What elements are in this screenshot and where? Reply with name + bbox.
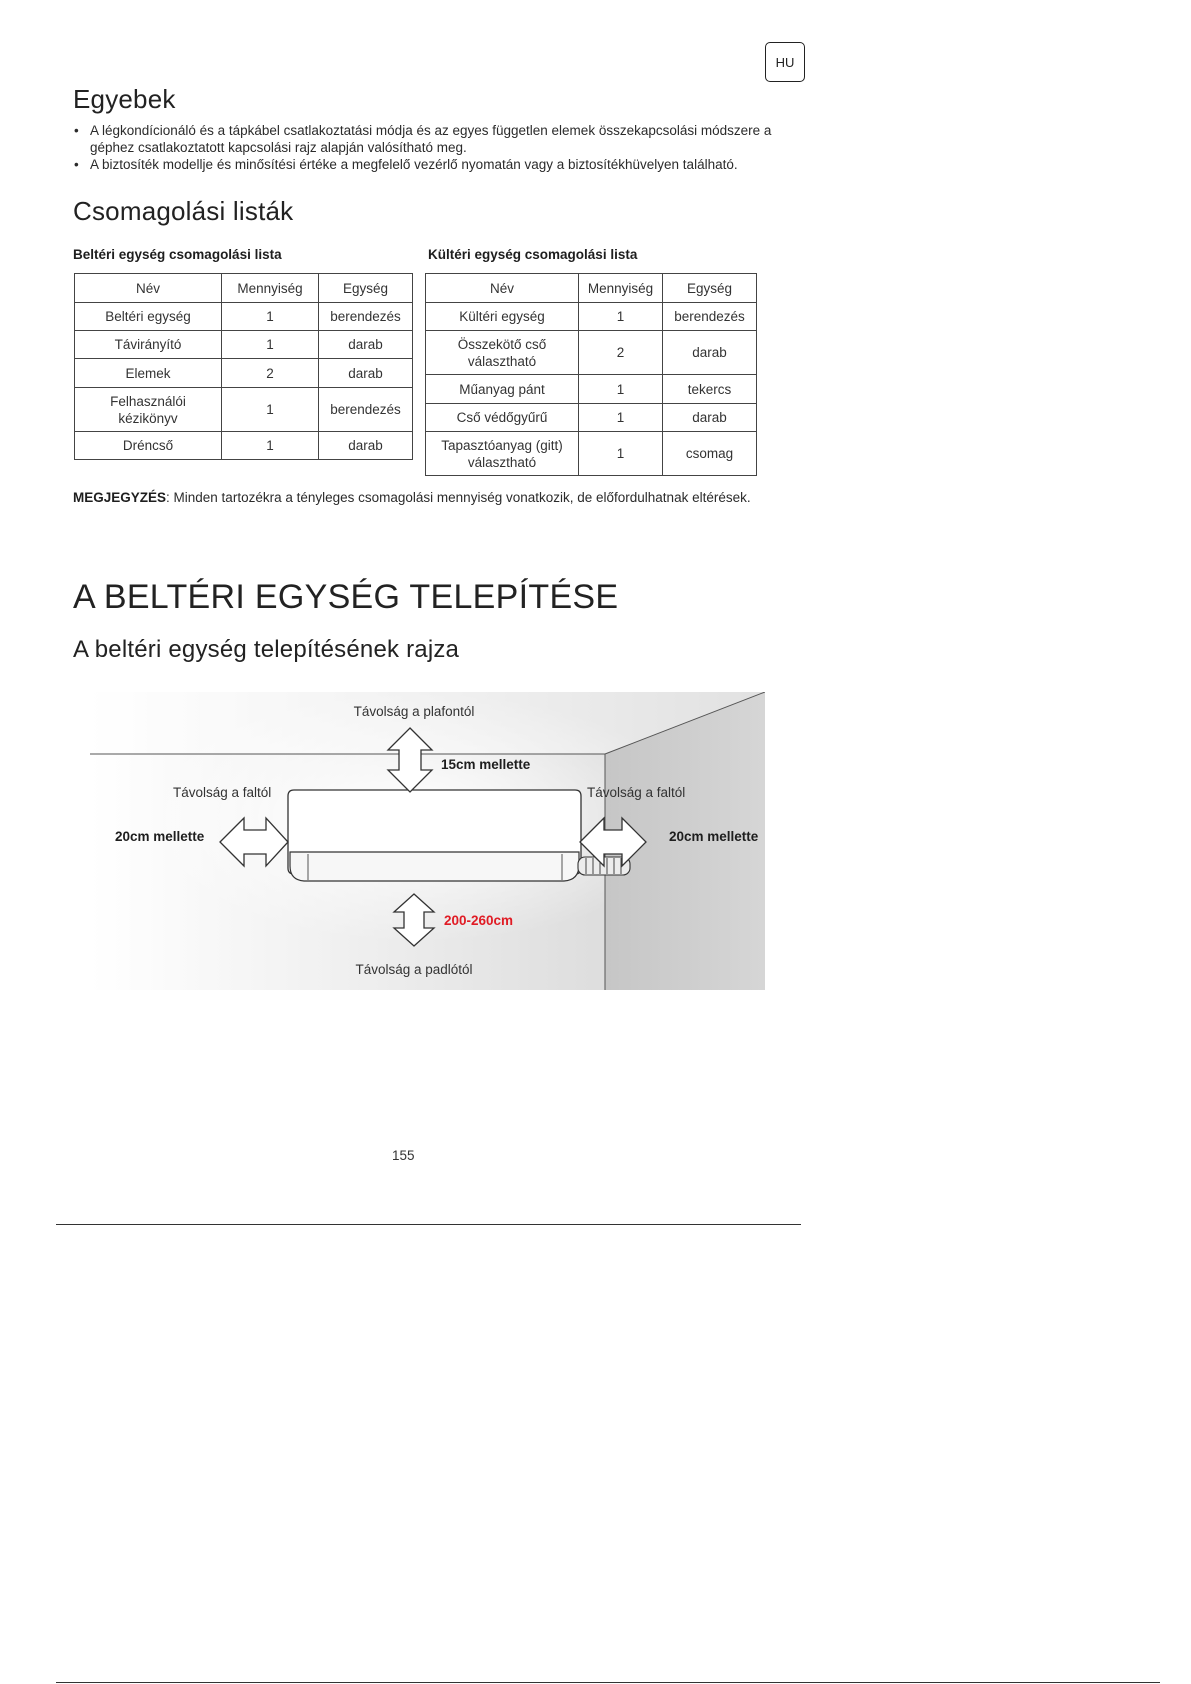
table-row bbox=[75, 331, 413, 359]
floor-distance-label: Távolság a padlótól bbox=[355, 962, 473, 977]
table-cell: 1 bbox=[222, 303, 319, 331]
table-row bbox=[426, 303, 757, 331]
table-cell: darab bbox=[663, 331, 757, 375]
table-cell: darab bbox=[663, 404, 757, 432]
note-label: MEGJEGYZÉS bbox=[73, 490, 167, 505]
left-wall-distance-label: Távolság a faltól bbox=[173, 785, 272, 800]
table-header-row bbox=[426, 274, 757, 303]
table-cell: Dréncső bbox=[75, 432, 222, 460]
left-wall-distance-value: 20cm mellette bbox=[115, 829, 205, 844]
ceiling-distance-label: Távolság a plafontól bbox=[353, 704, 475, 719]
table-row bbox=[75, 303, 413, 331]
table-header-cell: Név bbox=[426, 274, 579, 303]
indoor-packing-table bbox=[74, 273, 413, 460]
table-cell: Távirányító bbox=[75, 331, 222, 359]
table-cell: Összekötő cső választható bbox=[426, 331, 579, 375]
language-badge: HU bbox=[765, 42, 805, 82]
outdoor-table-caption: Kültéri egység csomagolási lista bbox=[428, 247, 638, 262]
table-row bbox=[426, 331, 757, 375]
table-cell: berendezés bbox=[319, 388, 413, 432]
installation-clearance-diagram bbox=[90, 692, 765, 990]
table-header-cell: Mennyiség bbox=[222, 274, 319, 303]
table-cell: berendezés bbox=[319, 303, 413, 331]
indoor-table-caption: Beltéri egység csomagolási lista bbox=[73, 247, 282, 262]
table-header-cell: Egység bbox=[663, 274, 757, 303]
table-header-cell: Név bbox=[75, 274, 222, 303]
table-cell: darab bbox=[319, 432, 413, 460]
right-wall-distance-label: Távolság a faltól bbox=[587, 785, 686, 800]
table-row bbox=[75, 359, 413, 388]
table-header-row bbox=[75, 274, 413, 303]
table-cell: Tapasztóanyag (gitt) választható bbox=[426, 432, 579, 476]
table-header-cell: Mennyiség bbox=[579, 274, 663, 303]
bullet-item: • A légkondícionáló és a tápkábel csatlakoztatási módja és az egyes független elemek összekapcsolási módszere a géphez csatlakoztatott kapcsolási rajz alapján valósítható meg. bbox=[73, 122, 773, 156]
table-row bbox=[426, 432, 757, 476]
table-cell: Felhasználói kézikönyv bbox=[75, 388, 222, 432]
table-cell: 1 bbox=[222, 388, 319, 432]
indoor-unit bbox=[288, 790, 581, 881]
section-title-egyebek: Egyebek bbox=[73, 84, 176, 114]
section-title-packing: Csomagolási listák bbox=[73, 196, 294, 226]
table-cell: Beltéri egység bbox=[75, 303, 222, 331]
table-cell: tekercs bbox=[663, 375, 757, 404]
table-cell: darab bbox=[319, 359, 413, 388]
table-cell: 2 bbox=[579, 331, 663, 375]
right-wall-distance-value: 20cm mellette bbox=[669, 829, 759, 844]
note-text: : Minden tartozékra a tényleges csomagolási mennyiség vonatkozik, de előfordulhatnak eltérések. bbox=[166, 490, 751, 505]
table-cell: 1 bbox=[222, 331, 319, 359]
table-cell: 1 bbox=[579, 404, 663, 432]
page-divider bbox=[56, 1682, 1160, 1683]
table-cell: darab bbox=[319, 331, 413, 359]
table-cell: Cső védőgyűrű bbox=[426, 404, 579, 432]
ceiling-distance-value: 15cm mellette bbox=[441, 757, 531, 772]
table-cell: 1 bbox=[579, 375, 663, 404]
table-cell: 1 bbox=[579, 303, 663, 331]
floor-distance-value: 200-260cm bbox=[444, 913, 514, 928]
table-cell: 2 bbox=[222, 359, 319, 388]
page-divider bbox=[56, 1224, 801, 1225]
page-number: 155 bbox=[392, 1148, 415, 1163]
table-cell: csomag bbox=[663, 432, 757, 476]
table-cell: Elemek bbox=[75, 359, 222, 388]
outdoor-packing-table bbox=[425, 273, 757, 476]
table-cell: 1 bbox=[579, 432, 663, 476]
table-row bbox=[426, 375, 757, 404]
table-header-cell: Egység bbox=[319, 274, 413, 303]
packing-note bbox=[73, 490, 751, 505]
table-row bbox=[75, 432, 413, 460]
section-title-install: A BELTÉRI EGYSÉG TELEPÍTÉSE bbox=[73, 578, 619, 616]
section-subtitle-install-drawing: A beltéri egység telepítésének rajza bbox=[73, 636, 460, 663]
table-cell: Műanyag pánt bbox=[426, 375, 579, 404]
egyebek-bullet-list bbox=[73, 122, 773, 173]
bullet-item: • A biztosíték modellje és minősítési értéke a megfelelő vezérlő nyomatán vagy a biztosítékhüvelyen található. bbox=[73, 156, 773, 173]
table-cell: berendezés bbox=[663, 303, 757, 331]
table-row bbox=[426, 404, 757, 432]
table-cell: Kültéri egység bbox=[426, 303, 579, 331]
table-cell: 1 bbox=[222, 432, 319, 460]
table-row bbox=[75, 388, 413, 432]
